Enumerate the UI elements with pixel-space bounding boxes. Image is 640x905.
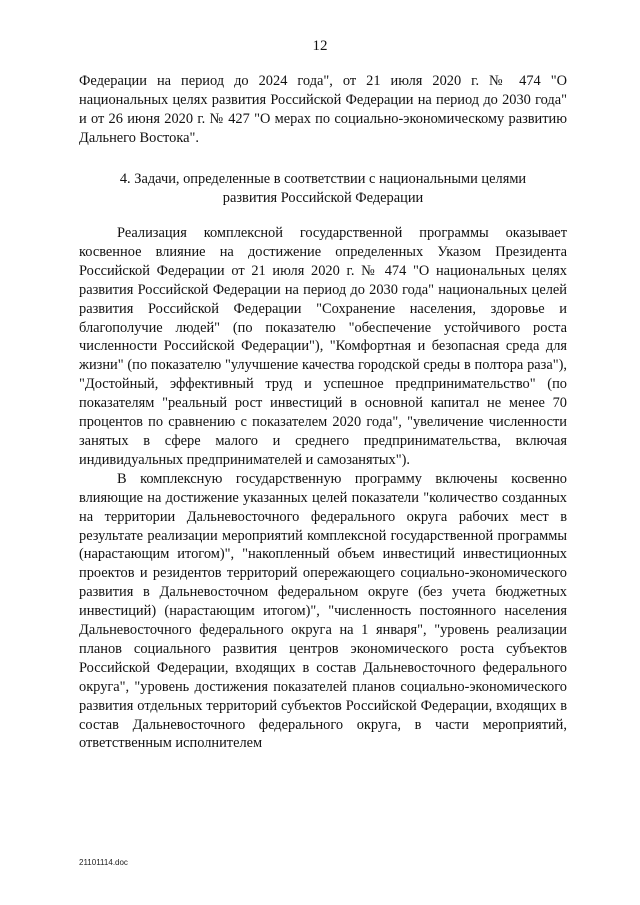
section-heading-line-2: развития Российской Федерации [222,189,424,206]
paragraph-2: В комплексную государственную программу включены косвенно влияющие на достижение указанных целей показатели "количество созданных на территории Дальневосточного федерального округа рабочих мест в результате реализации мероприятий комплексной государственной программы (нарастающим итогом)", "накопленный объем инвестиций инвестиционных проектов и резидентов территорий опережающего социально-экономического развития в Дальневосточном федеральном округе (без учета бюджетных инвестиций) (нарастающим итогом)", "численность постоянного населения Дальневосточного федерального округа на 1 января", "уровень реализации планов социального развития центров экономического роста субъектов Российской Федерации, входящих в состав Дальневосточного федерального округа", "уровень достижения показателей планов социально-экономического развития отдельных территорий субъектов Российской Федерации, входящих в состав Дальневосточного федерального округа, в части мероприятий, ответственным исполнителем [79,470,567,752]
section-body [79,224,567,753]
intro-text [79,72,567,148]
page-number: 12 [312,38,328,54]
section-heading [79,170,567,208]
intro-paragraph: Федерации на период до 2024 года", от 21 июля 2020 г. № 474 "О национальных целях развития Российской Федерации на период до 2030 года" и от 26 июня 2020 г. № 427 "О мерах по социально-экономическому развитию Дальнего Востока". [79,73,567,146]
section-heading-line-1: 4. Задачи, определенные в соответствии с национальными целями [119,171,527,187]
footer-filename: 21101114.doc [79,858,128,867]
paragraph-1: Реализация комплексной государственной программы оказывает косвенное влияние на достижение определенных Указом Президента Российской Федерации от 21 июля 2020 г. № 474 "О национальных целях развития Российской Федерации на период до 2030 года" национальных целей развития Российской Федерации "Сохранение населения, здоровье и благополучие людей" (по показателю "обеспечение устойчивого роста численности Российской Федерации"), "Комфортная и безопасная среда для жизни" (по показателю "улучшение качества городской среды в полтора раза"), "Достойный, эффективный труд и успешное предпринимательство" (по показателям "реальный рост инвестиций в основной капитал не менее 70 процентов по сравнению с показателем 2020 года", "увеличение численности занятых в сфере малого и среднего предпринимательства, включая индивидуальных предпринимателей и самозанятых"). [79,225,567,468]
